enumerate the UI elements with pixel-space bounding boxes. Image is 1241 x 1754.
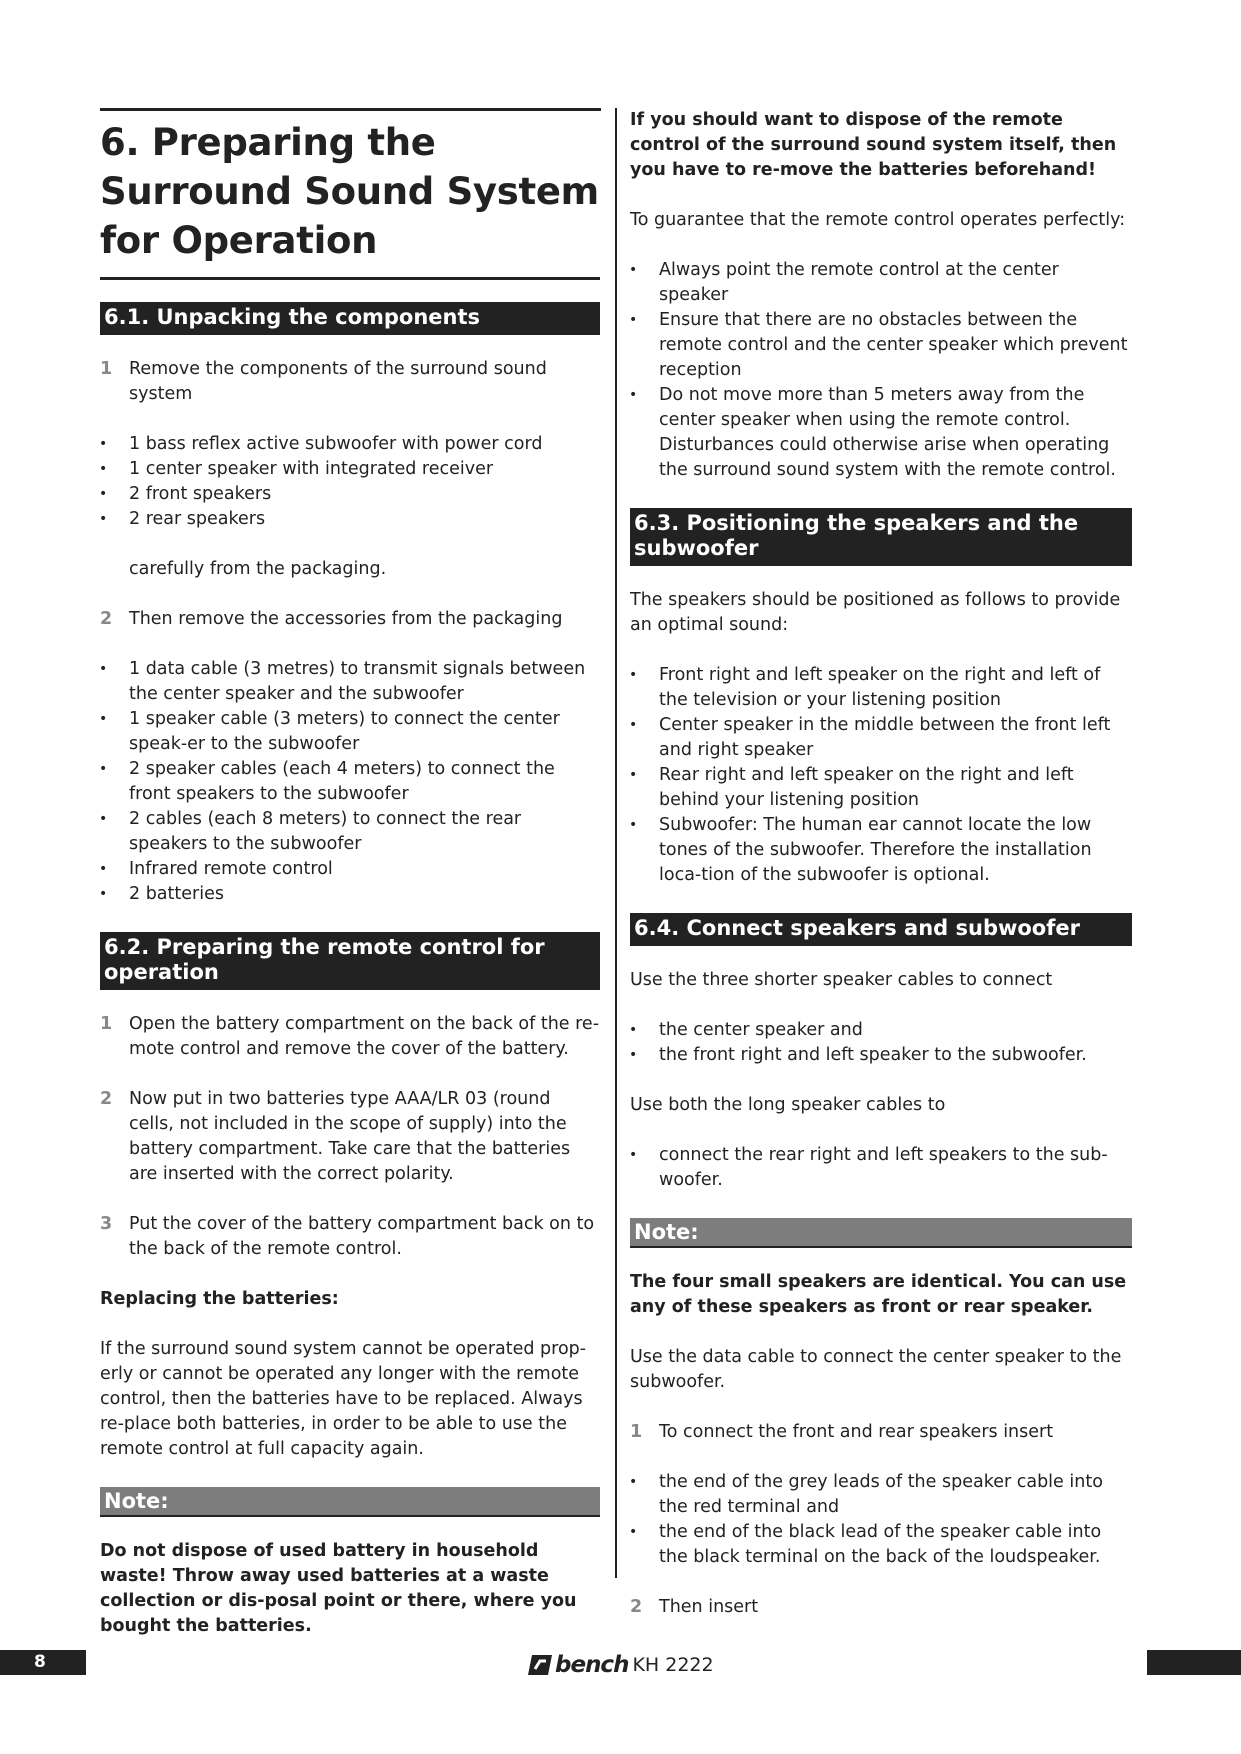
footer-brand xyxy=(528,1650,714,1680)
unpack-step-2 xyxy=(100,607,600,632)
list-item: • Subwoofer: The human ear cannot locate the low tones of the subwoofer. Therefore the installation loca-tion of the subwoofer is optional. xyxy=(630,813,1132,888)
list-item: • 1 speaker cable (3 meters) to connect the center speak-er to the subwoofer xyxy=(100,707,600,757)
step-text: Then insert xyxy=(659,1597,759,1617)
step-text: Then remove the accessories from the packaging xyxy=(129,609,563,629)
page-number-tab xyxy=(0,1650,86,1675)
dispose-text: If you should want to dispose of the remote control of the surround sound system itself, then you have to re-move the batteries beforehand! xyxy=(630,110,1117,180)
data-cable-text: Use the data cable to connect the center speaker to the subwoofer. xyxy=(630,1347,1122,1392)
section-6-4-heading: 6.4. Connect speakers and subwoofer xyxy=(630,913,1132,946)
positioning-intro: The speakers should be positioned as follows to provide an optimal sound: xyxy=(630,590,1121,635)
replacing-heading: Replacing the batteries: xyxy=(100,1289,339,1309)
step-text: Put the cover of the battery compartment back on to the back of the remote control. xyxy=(129,1214,595,1259)
step-text: To connect the front and rear speakers insert xyxy=(659,1422,1054,1442)
remote-step-2 xyxy=(100,1087,600,1187)
step-number: 2 xyxy=(100,1089,113,1109)
position-bullets xyxy=(630,663,1132,888)
page-title: 6. Preparing the Surround Sound System for Operation xyxy=(100,121,599,262)
brand-name: bench xyxy=(555,1652,629,1678)
list-item: • Infrared remote control xyxy=(100,857,600,882)
list-item: • Do not move more than 5 meters away from the center speaker when using the remote control. Disturbances could otherwise arise when operating the surround sound system with the remote control. xyxy=(630,383,1132,483)
short-cable-bullets xyxy=(630,1018,1132,1068)
long-cable-bullets xyxy=(630,1143,1132,1193)
step-text: Now put in two batteries type AAA/LR 03 (round cells, not included in the scope of supply) into the battery compartment. Take care that the batteries are inserted with the correct polarity. xyxy=(129,1089,571,1184)
note-text: The four small speakers are identical. You can use any of these speakers as front or rear speaker. xyxy=(630,1272,1127,1317)
replacing-text: If the surround sound system cannot be operated prop-erly or cannot be operated any longer with the remote control, then the batteries have to be replaced. Always re-place both batteries, in order to be able to use the remote control at full capacity again. xyxy=(100,1339,587,1459)
brand-logo-icon xyxy=(528,1655,552,1675)
connect-step-1 xyxy=(630,1420,1132,1445)
list-item: • Rear right and left speaker on the right and left behind your listening position xyxy=(630,763,1132,813)
accessories-list xyxy=(100,657,600,907)
list-item: • 2 speaker cables (each 4 meters) to connect the front speakers to the subwoofer xyxy=(100,757,600,807)
list-item: • 1 bass reflex active subwoofer with power cord xyxy=(100,432,600,457)
remote-step-1 xyxy=(100,1012,600,1062)
list-item: • the end of the black lead of the speaker cable into the black terminal on the back of the loudspeaker. xyxy=(630,1520,1132,1570)
step-number: 2 xyxy=(630,1597,643,1617)
connect-step-2 xyxy=(630,1595,1132,1620)
list-item: • the end of the grey leads of the speaker cable into the red terminal and xyxy=(630,1470,1132,1520)
right-column xyxy=(630,108,1132,1645)
page-number: 8 xyxy=(34,1652,46,1672)
note-text: Do not dispose of used battery in household waste! Throw away used batteries at a waste collection or dis-posal point or there, where you bought the batteries. xyxy=(100,1541,577,1636)
left-column xyxy=(100,108,600,1664)
note-label: Note: xyxy=(100,1487,600,1517)
list-item: • 2 rear speakers xyxy=(100,507,600,532)
long-cables-intro: Use both the long speaker cables to xyxy=(630,1095,946,1115)
section-6-2-heading: 6.2. Preparing the remote control for operation xyxy=(100,932,600,990)
column-divider xyxy=(615,108,617,1578)
short-cables-intro: Use the three shorter speaker cables to connect xyxy=(630,970,1053,990)
step-number: 1 xyxy=(630,1422,643,1442)
list-item: • connect the rear right and left speakers to the sub-woofer. xyxy=(630,1143,1132,1193)
list-item: • Front right and left speaker on the right and left of the television or your listening position xyxy=(630,663,1132,713)
title-bottom-rule xyxy=(100,277,600,280)
list-item: • 2 batteries xyxy=(100,882,600,907)
step-number: 2 xyxy=(100,609,113,629)
list-item: • the center speaker and xyxy=(630,1018,1132,1043)
step-number: 3 xyxy=(100,1214,113,1234)
section-6-1-heading: 6.1. Unpacking the components xyxy=(100,302,600,335)
footer-right-tab xyxy=(1147,1650,1241,1675)
list-item: • 1 center speaker with integrated receiver xyxy=(100,457,600,482)
lead-bullets xyxy=(630,1470,1132,1570)
list-item: • Always point the remote control at the center speaker xyxy=(630,258,1132,308)
list-item: • the front right and left speaker to the subwoofer. xyxy=(630,1043,1132,1068)
note-label: Note: xyxy=(630,1218,1132,1248)
list-item: • Ensure that there are no obstacles between the remote control and the center speaker which prevent reception xyxy=(630,308,1132,383)
step-number: 1 xyxy=(100,359,113,379)
remote-step-3 xyxy=(100,1212,600,1262)
section-6-3-heading: 6.3. Positioning the speakers and the subwoofer xyxy=(630,508,1132,566)
components-list xyxy=(100,432,600,532)
step-number: 1 xyxy=(100,1014,113,1034)
list-item: • 1 data cable (3 metres) to transmit signals between the center speaker and the subwoofer xyxy=(100,657,600,707)
list-item: • Center speaker in the middle between the front left and right speaker xyxy=(630,713,1132,763)
remote-bullets xyxy=(630,258,1132,483)
carefully-text: carefully from the packaging. xyxy=(129,559,387,579)
step-text: Open the battery compartment on the back of the re-mote control and remove the cover of the battery. xyxy=(129,1014,600,1059)
step-text: Remove the components of the surround sound system xyxy=(129,359,547,404)
unpack-step-1 xyxy=(100,357,600,407)
model-number: KH 2222 xyxy=(632,1654,714,1676)
list-item: • 2 cables (each 8 meters) to connect the rear speakers to the subwoofer xyxy=(100,807,600,857)
guarantee-text: To guarantee that the remote control operates perfectly: xyxy=(630,210,1126,230)
list-item: • 2 front speakers xyxy=(100,482,600,507)
